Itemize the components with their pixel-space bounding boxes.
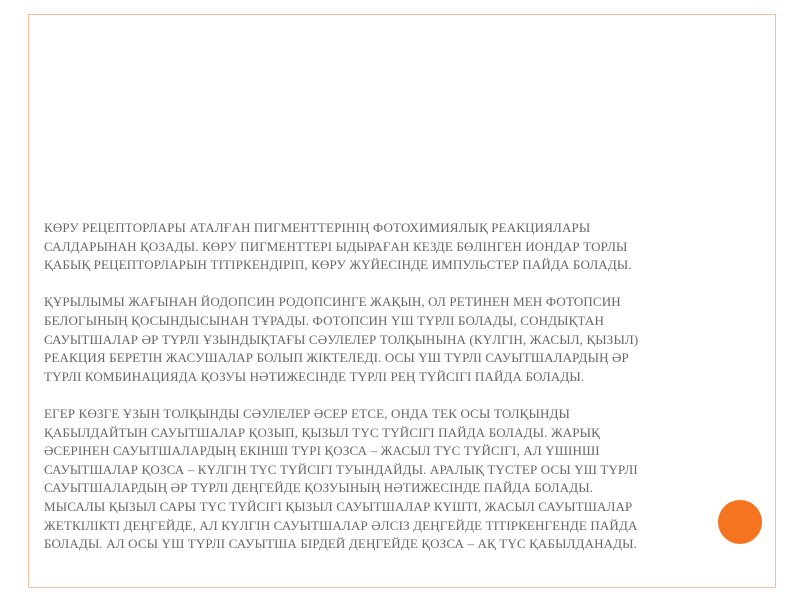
text-line: ҚАБЫЛДАЙТЫН САУЫТШАЛАР ҚОЗЫП, ҚЫЗЫЛ ТҮС ТҮЙСІГІ ПАЙДА БОЛАДЫ. ЖАРЫҚ <box>44 424 600 440</box>
text-line: ҚАБЫҚ РЕЦЕПТОРЛАРЫН ТІТІРКЕНДІРІП, КӨРУ ЖҮЙЕСІНДЕ ИМПУЛЬСТЕР ПАЙДА БОЛАДЫ. <box>44 257 632 273</box>
text-line: ҚҰРЫЛЫМЫ ЖАҒЫНАН ЙОДОПСИН РОДОПСИНГЕ ЖАҚЫН, ОЛ РЕТИНЕН МЕН ФОТОПСИН <box>44 294 621 310</box>
text-line: БЕЛОГЫНЫҢ ҚОСЫНДЫСЫНАН ТҰРАДЫ. ФОТОПСИН ҮШ ТҮРЛІ БОЛАДЫ, СОНДЫҚТАН <box>44 312 604 328</box>
paragraph-1 <box>44 219 764 275</box>
text-line: САЛДАРЫНАН ҚОЗАДЫ. КӨРУ ПИГМЕНТТЕРІ ЫДЫРАҒАН КЕЗДЕ БӨЛІНГЕН ИОНДАР ТОРЛЫ <box>44 238 628 254</box>
text-line: САУЫТШАЛАР ҚОЗСА – КҮЛГІН ТҮС ТҮЙСІГІ ТУЫНДАЙДЫ. АРАЛЫҚ ТҮСТЕР ОСЫ ҮШ ТҮРЛІ <box>44 461 638 477</box>
slide-body <box>44 219 764 554</box>
text-line: ТҮРЛІ КОМБИНАЦИЯДА ҚОЗУЫ НӘТИЖЕСІНДЕ ТҮРЛІ РЕҢ ТҮЙСІГІ ПАЙДА БОЛАДЫ. <box>44 368 585 384</box>
text-line: САУЫТШАЛАР ӘР ТҮРЛІ ҰЗЫНДЫҚТАҒЫ СӘУЛЕЛЕР ТОЛҚЫНЫНА (КҮЛГІН, ЖАСЫЛ, ҚЫЗЫЛ) <box>44 331 639 347</box>
text-line: МЫСАЛЫ ҚЫЗЫЛ САРЫ ТҮС ТҮЙСІГІ ҚЫЗЫЛ САУЫТШАЛАР КҮШТІ, ЖАСЫЛ САУЫТШАЛАР <box>44 498 633 514</box>
text-line: БОЛАДЫ. АЛ ОСЫ ҮШ ТҮРЛІ САУЫТША БІРДЕЙ ДЕҢГЕЙДЕ ҚОЗСА – АҚ ТҮС ҚАБЫЛДАНАДЫ. <box>44 536 638 552</box>
text-line: КӨРУ РЕЦЕПТОРЛАРЫ АТАЛҒАН ПИГМЕНТТЕРІНІҢ ФОТОХИМИЯЛЫҚ РЕАКЦИЯЛАРЫ <box>44 220 591 235</box>
text-line: ЕГЕР КӨЗГЕ ҰЗЫН ТОЛҚЫНДЫ СӘУЛЕЛЕР ӘСЕР ЕТСЕ, ОНДА ТЕК ОСЫ ТОЛҚЫНДЫ <box>44 405 571 421</box>
text-line: ӘСЕРІНЕН САУЫТШАЛАРДЫҢ ЕКІНШІ ТҮРІ ҚОЗСА – ЖАСЫЛ ТҮС ТҮЙСІГІ, АЛ ҮШІНШІ <box>44 443 600 459</box>
text-line: САУЫТШАЛАРДЫҢ ӘР ТҮРЛІ ДЕҢГЕЙДЕ ҚОЗУЫНЫҢ НӘТИЖЕСІНДЕ ПАЙДА БОЛАДЫ. <box>44 480 594 496</box>
text-line: ЖЕТКІЛІКТІ ДЕҢГЕЙДЕ, АЛ КҮЛГІН САУЫТШАЛАР ӘЛСІЗ ДЕҢГЕЙДЕ ТІТІРКЕНГЕНДЕ ПАЙДА <box>44 517 638 533</box>
paragraph-3 <box>44 405 764 554</box>
accent-circle <box>718 500 762 544</box>
paragraph-2 <box>44 293 764 386</box>
text-line: РЕАКЦИЯ БЕРЕТІН ЖАСУШАЛАР БОЛЫП ЖІКТЕЛЕДІ. ОСЫ ҮШ ТҮРЛІ САУЫТШАЛАРДЫҢ ӘР <box>44 350 629 366</box>
